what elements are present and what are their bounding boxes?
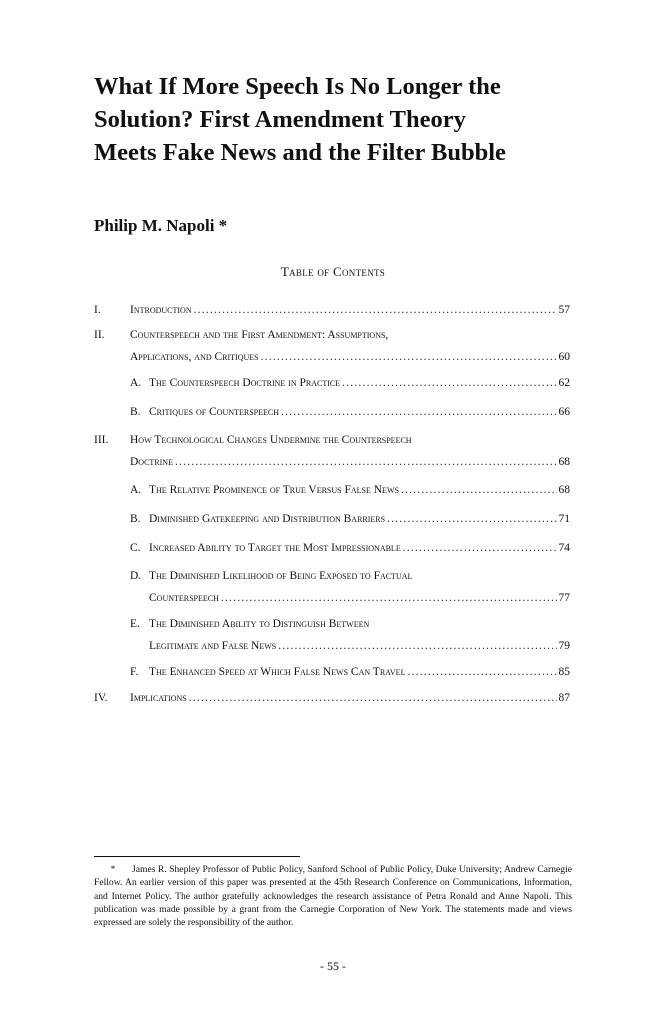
toc-entry-number: D. (130, 570, 142, 582)
dot-leader (278, 640, 556, 652)
toc-entry-title: The Diminished Ability to Distinguish Between (149, 618, 370, 630)
toc-entry-title-continued: Applications, and Critiques (130, 351, 259, 363)
dot-leader (189, 692, 557, 704)
toc-heading: Table of Contents (280, 264, 386, 279)
dot-leader (221, 592, 557, 604)
toc-entry-page: 85 (558, 666, 570, 678)
dot-leader (194, 304, 557, 316)
toc-entry-title: The Counterspeech Doctrine in Practice (149, 377, 341, 389)
toc-entry-title: Diminished Gatekeeping and Distribution Barriers (149, 513, 386, 525)
toc-entry-title: The Relative Prominence of True Versus False News (149, 484, 399, 496)
toc-entry-page: 77 (558, 592, 570, 604)
dot-leader (342, 377, 556, 389)
toc-entry-title: Critiques of Counterspeech (149, 406, 279, 418)
toc-entry-title: Counterspeech and the First Amendment: Assumptions, (130, 329, 389, 341)
dot-leader (387, 513, 556, 525)
toc-entry-page: 68 (558, 484, 570, 496)
dot-leader (175, 456, 557, 468)
toc-entry-page: 57 (558, 304, 570, 316)
toc-entry-title: The Enhanced Speed at Which False News Can Travel (149, 666, 406, 678)
toc-entry-title-continued: Legitimate and False News (149, 640, 277, 652)
toc-entry-line (149, 377, 570, 389)
toc-entry-line (130, 304, 570, 316)
toc-entry-line (149, 640, 570, 652)
toc-entry-page: 60 (558, 351, 570, 363)
toc-entry-page: 87 (558, 692, 570, 704)
toc-entry-page: 71 (558, 513, 570, 525)
footnote-text: James R. Shepley Professor of Public Policy, Sanford School of Public Policy, Duke University; Andrew Carnegie Fellow. An earlier version of this paper was presented at the 45th Research Conference on Communications, Information, and Internet Policy. The author gratefully acknowledges the research assistance of Petra Ronald and Anne Napoli. This publication was made possible by a grant from the Carnegie Corporation of New York. The statements made and views expressed are solely the responsibility of the author. (94, 864, 572, 929)
toc-entry-line (149, 592, 570, 604)
dot-leader (281, 406, 557, 418)
toc-entry-number: E. (130, 618, 140, 630)
dot-leader (407, 666, 556, 678)
toc-entry-number: F. (130, 666, 139, 678)
footnote-divider (94, 856, 300, 857)
dot-leader (403, 542, 557, 554)
toc-entry-title: Increased Ability to Target the Most Impressionable (149, 542, 401, 554)
toc-entry-number: B. (130, 513, 141, 525)
title-line: What If More Speech Is No Longer the (94, 73, 501, 100)
toc-entry-title: Implications (130, 692, 187, 704)
toc-entry-page: 74 (558, 542, 570, 554)
author-name: Philip M. Napoli * (94, 216, 228, 235)
toc-entry-page: 68 (558, 456, 570, 468)
toc-entry-line (149, 406, 570, 418)
toc-entry-line (130, 692, 570, 704)
toc-entry-number: III. (94, 434, 109, 446)
toc-entry-page: 79 (558, 640, 570, 652)
toc-entry-line (149, 666, 570, 678)
toc-entry-title-continued: Doctrine (130, 456, 173, 468)
toc-entry-line (149, 513, 570, 525)
toc-entry-title: Introduction (130, 304, 192, 316)
toc-entry-number: B. (130, 406, 141, 418)
toc-entry-line (130, 456, 570, 468)
toc-entry-page: 66 (558, 406, 570, 418)
toc-entry-number: C. (130, 542, 141, 554)
toc-entry-line (149, 484, 570, 496)
title-line: Meets Fake News and the Filter Bubble (94, 139, 506, 166)
toc-entry-title: The Diminished Likelihood of Being Exposed to Factual (149, 570, 413, 582)
toc-entry-number: I. (94, 304, 101, 316)
toc-entry-number: II. (94, 329, 105, 341)
toc-entry-line (149, 542, 570, 554)
article-title (94, 70, 594, 169)
author-footnote (94, 863, 572, 929)
toc-entry-number: IV. (94, 692, 108, 704)
toc-entry-line (130, 351, 570, 363)
toc-entry-title: How Technological Changes Undermine the Counterspeech (130, 434, 412, 446)
toc-entry-number: A. (130, 377, 142, 389)
dot-leader (261, 351, 557, 363)
toc-entry-page: 62 (558, 377, 570, 389)
footnote-marker: * (110, 864, 116, 875)
title-line: Solution? First Amendment Theory (94, 106, 466, 133)
toc-entry-number: A. (130, 484, 142, 496)
dot-leader (401, 484, 557, 496)
page-number: - 55 - (320, 959, 346, 973)
toc-entry-title-continued: Counterspeech (149, 592, 219, 604)
